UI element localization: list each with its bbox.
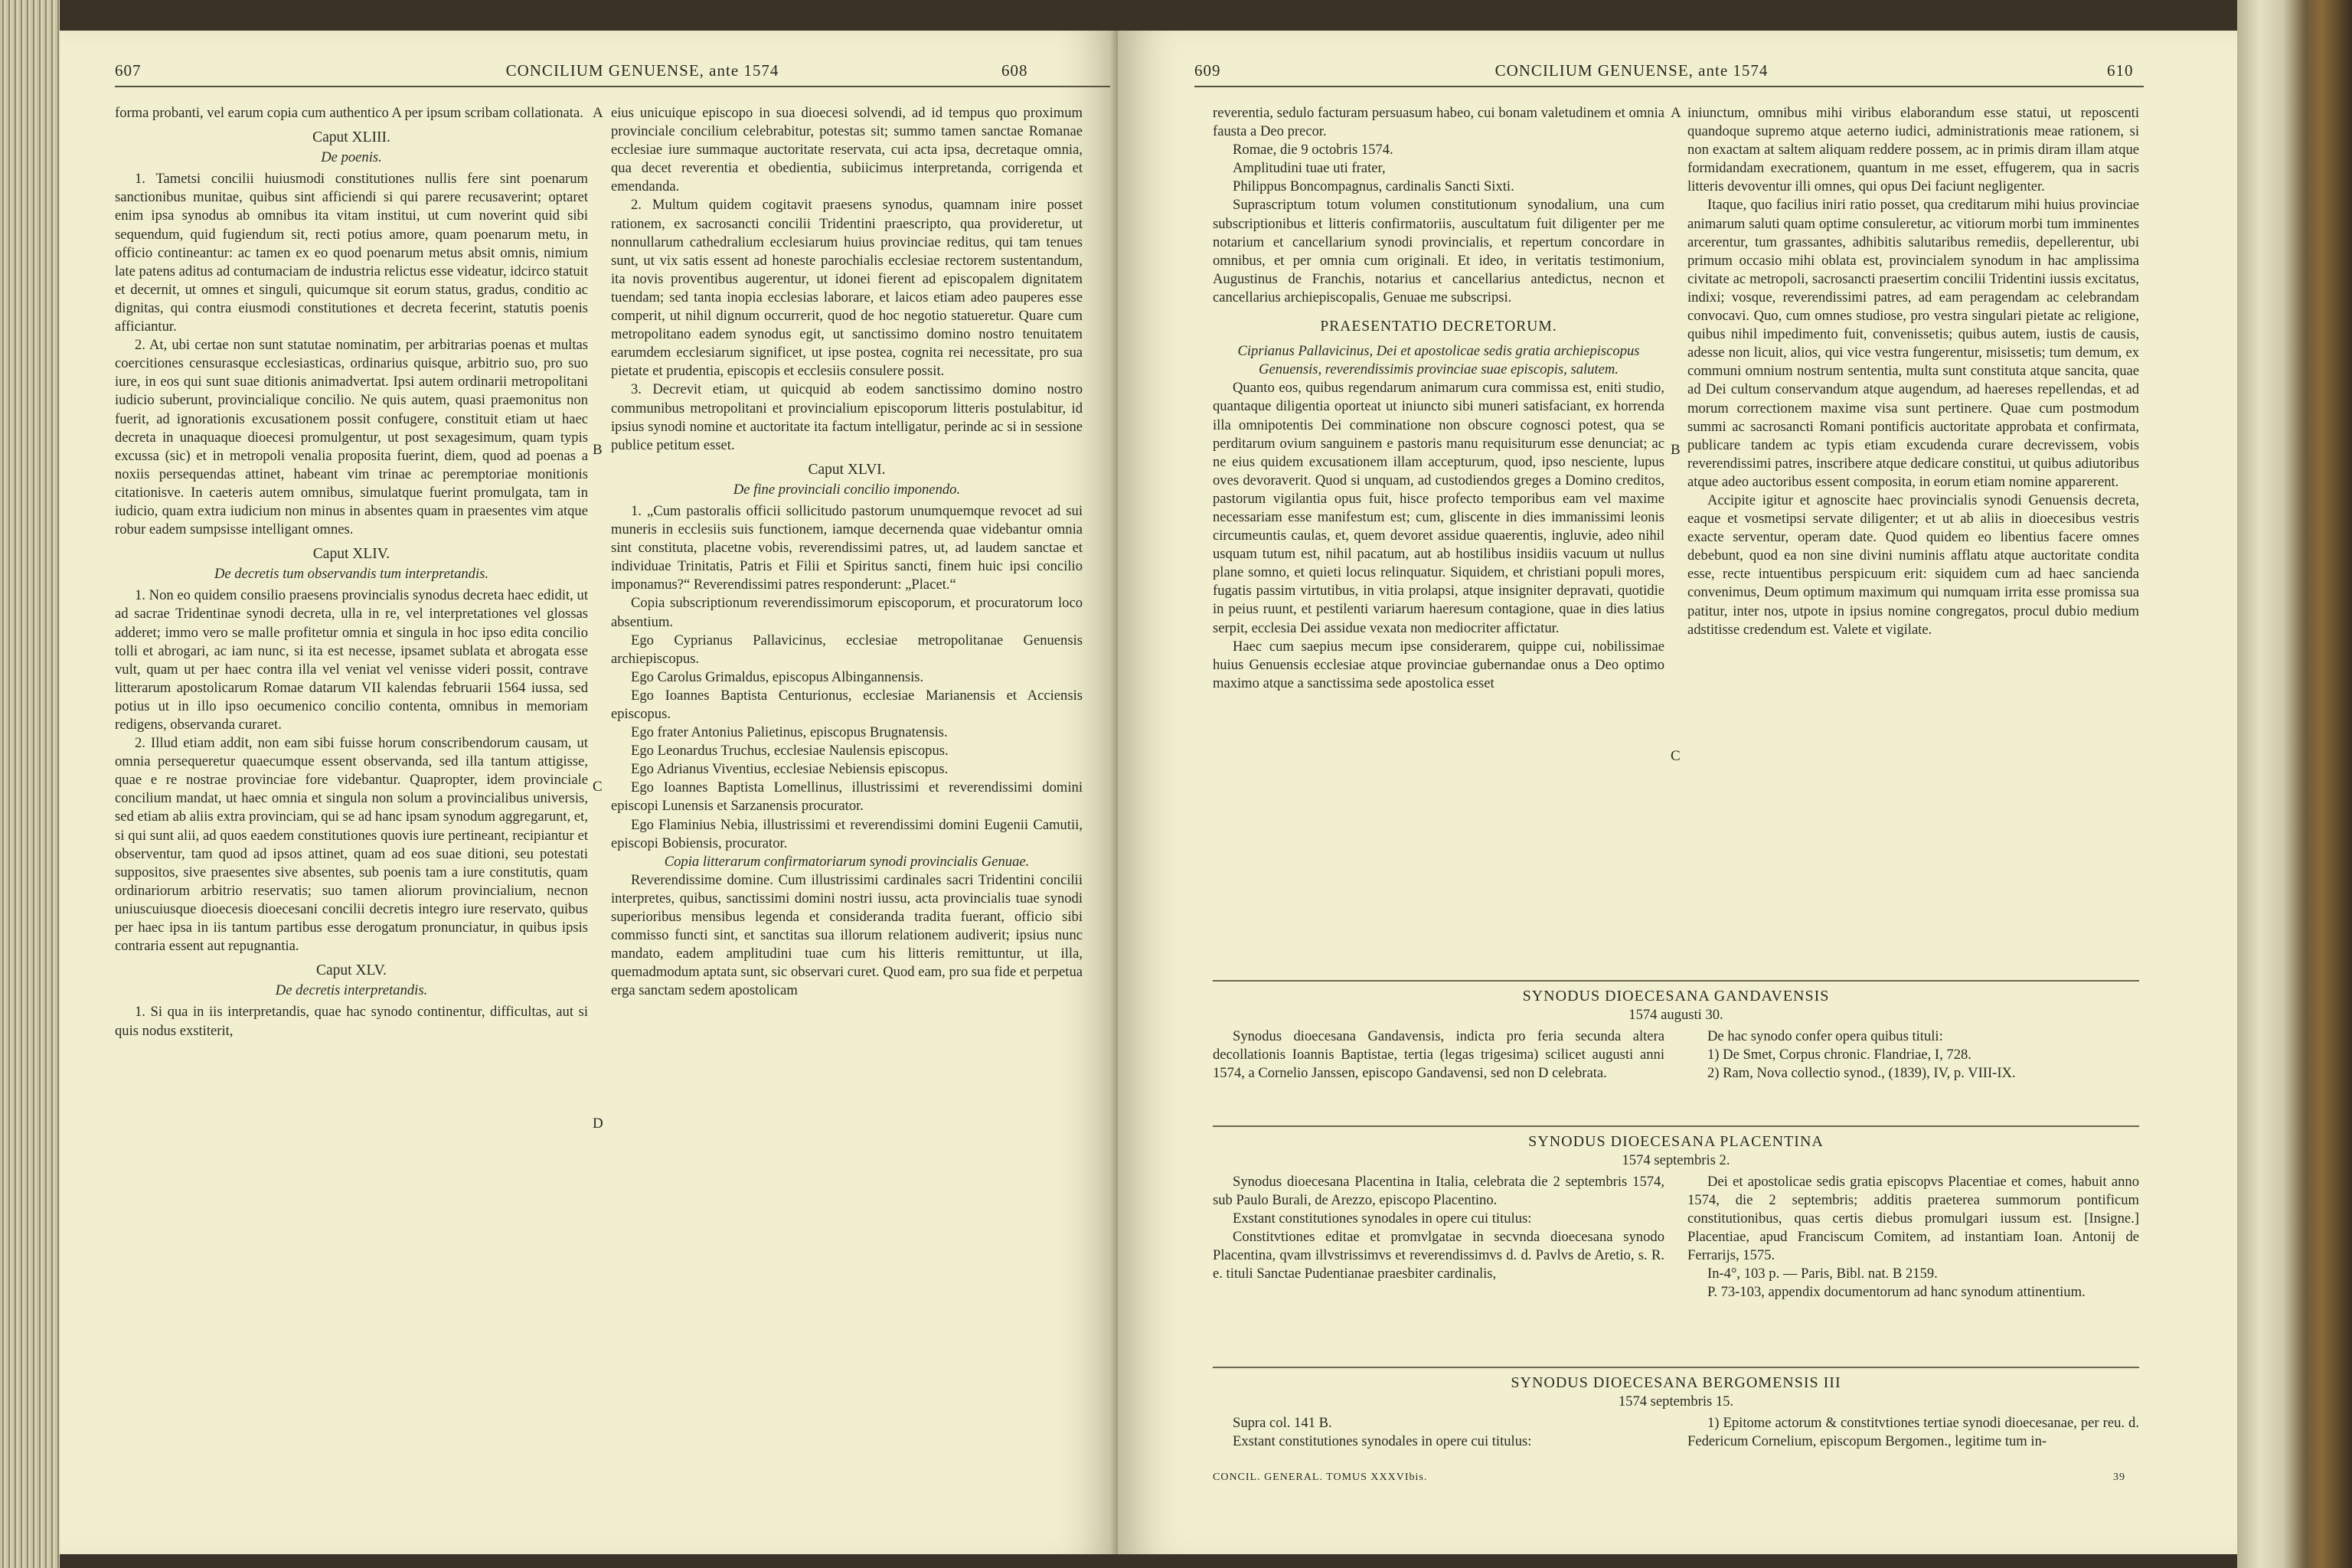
paragraph: eius unicuique episcopo in sua dioecesi solvendi, ad id tempus quo proximum provinciale concilium celebrabitur, potestas sit; summo tamen sanctae Romanae ecclesiae iure summaque auctoritate reservata, cui acta ipsa, decretaque omnia, qua decet reverentia et obedientia, subiicimus interpretanda, corrigenda et emendanda. — [611, 105, 1083, 195]
paragraph: Accipite igitur et agnoscite haec provincialis synodi Genuensis decreta, eaque et vosmetipsi servate diligenter; et ut ab aliis in dioecesibus vestris exacte serventur, operam date. Quod quidem eo libentius facere omnes debebunt, quod ea non sine divini numinis afflatu atque auctoritate condita esse, recte intuentibus perspicuum erit: siquidem cum ad haec sancienda convenimus, Deum optimum maximum qui numquam irrita esse promissa sua patitur, inter nos, utpote in ipsius nomine congregatos, procul dubio medium adstitisse credendum est. Valete et vigilate. — [1687, 492, 2139, 638]
section-rule — [1213, 1125, 2139, 1127]
synod-text — [1213, 1027, 1664, 1083]
synod-text — [1213, 1173, 1664, 1283]
running-head — [60, 61, 1118, 92]
synod-title: SYNODUS DIOECESANA GANDAVENSIS — [1522, 988, 1830, 1004]
paragraph: Copia subscriptionum reverendissimorum episcoporum, et procuratorum loco absentium. — [611, 595, 1083, 630]
synod-paragraph: P. 73-103, appendix documentorum ad hanc synodum attinentium. — [1707, 1284, 2086, 1300]
running-title: CONCILIUM GENUENSE, ante 1574 — [1494, 61, 1769, 80]
text-column — [1687, 104, 2139, 639]
synod-paragraph: Exstant constitutiones synodales in opere cui titulus: — [1233, 1210, 1532, 1227]
synod-paragraph: De hac synodo confer opera quibus tituli: — [1707, 1028, 1943, 1044]
synod-paragraph: Supra col. 141 B. — [1233, 1415, 1332, 1431]
running-title: CONCILIUM GENUENSE, ante 1574 — [505, 61, 779, 80]
margin-marker: A — [1671, 105, 1681, 121]
paragraph: 2. At, ubi certae non sunt statutae nominatim, per arbitrarias poenas et multas coercitiones censurasque ecclesiasticas, ordinarius quisque, arbitrio suo, pro suo iure, in eos qui sunt suae ditionis animadvertat. Ipsi autem ordinarii metropolitani iudicio suberunt, provincialique concilio. Ne quis autem, quasi praemonitus non fuerit, ad ignorationis excusationem possit confugere, constituit etiam ut haec decreta in unaquaque dioecesi promulgentur, ut post sexagesimum, quam typis excussa (sic) et in metropoli venalia proposita fuerint, diem, quod ad poenas a noxiis persequendas attinet, habeant vim trinae ac peremptoriae monitionis citationisve. In caeteris autem omnibus, simulatque fuerint promulgata, tam in iudicio, quam extra iudicium non minus in absentes quam in praesentes vim atque robur eadem sumpsisse intelligant omnes. — [115, 337, 588, 538]
section-rule — [1213, 1367, 2139, 1368]
book-edge-right — [2237, 0, 2352, 1568]
page-number: 607 — [115, 61, 142, 80]
synod-paragraph: Dei et apostolicae sedis gratia episcopvs Placentiae et comes, habuit anno 1574, die 2 septembris; additis praeterea summorum pontificum constitutionibus, quas certis diebus promulgari iussum est. [Insigne.] Placentiae, apud Franciscum Comitem, ad instantiam Ioan. Antonij de Ferrarijs, 1575. — [1687, 1174, 2139, 1263]
synod-title: SYNODUS DIOECESANA PLACENTINA — [1528, 1133, 1824, 1150]
section-heading: PRAESENTATIO DECRETORUM. — [1320, 318, 1557, 335]
paragraph: forma probanti, vel earum copia cum authentico A per ipsum scribam collationata. — [115, 105, 583, 121]
chapter-heading: Caput XLV. — [315, 962, 387, 979]
chapter-subtitle: De poenis. — [321, 149, 382, 166]
margin-marker: C — [593, 779, 603, 795]
chapter-subtitle: De decretis tum observandis tum interpretandis. — [214, 566, 489, 583]
margin-marker: B — [1671, 442, 1681, 458]
synod-paragraph: 1) De Smet, Corpus chronic. Flandriae, I, 728. — [1707, 1047, 1971, 1063]
paragraph: Suprascriptum totum volumen constitutionum synodalium, una cum subscriptionibus et litteris confirmatoriis, auscultatum fuit diligenter per me notarium et cancellarium synodi provincialis, et repertum concordare in omnibus, et per omnia cum originali. Et ideo, in veritatis testimonium, Augustinus de Franchis, notarius et cancellarius antedictus, necnon et cancellarius archiepiscopalis, Genuae me subscripsi. — [1213, 197, 1664, 305]
section-rule — [1213, 980, 2139, 982]
synod-date: 1574 septembris 15. — [1618, 1393, 1734, 1410]
signature-line: Ego Adrianus Viventius, ecclesiae Nebiensis episcopus. — [631, 761, 949, 778]
synod-paragraph: 1) Epitome actorum & constitvtiones tertiae synodi dioecesanae, per reu. d. Federicum Cornelium, episcopum Bergomen., legitime tum in- — [1687, 1415, 2139, 1449]
text-column — [1213, 104, 1664, 693]
paragraph: 3. Decrevit etiam, ut quicquid ab eodem sanctissimo domino nostro communibus metropolitani et provincialium episcoporum litteris postulabitur, id ipsius synodi nomine et auctoritate ita factum intelligatur, perinde ac si in sessione publice petitum esset. — [611, 381, 1083, 453]
signature-line: Ego frater Antonius Palietinus, episcopus Brugnatensis. — [631, 724, 948, 741]
footer-sheet-number: 39 — [2113, 1472, 2125, 1483]
signature-line: Ego Ioannes Baptista Lomellinus, illustrissimi et reverendissimi domini episcopi Lunensis et Sarzanensis procurator. — [611, 779, 1083, 815]
paragraph: Philippus Boncompagnus, cardinalis Sancti Sixti. — [1233, 178, 1514, 195]
chapter-heading: Caput XLIV. — [312, 546, 390, 563]
synod-text — [1213, 1414, 1664, 1451]
paragraph: 2. Illud etiam addit, non eam sibi fuisse horum conscribendorum causam, ut omnia persequeretur quaecumque essent observanda, sed illa tantum attigisse, quae e re nostrae provinciae fore videbantur. Quapropter, idem provinciale concilium mandat, ut haec omnia et singula non solum a provincialibus universis, sed etiam ab aliis extra provinciam, qui se ad hanc ipsam synodum aggregarunt, et, si qui sunt alii, ad quos eaedem constitutiones quovis iure pertineant, recipiantur et observentur, tam quod ad ipsos attinet, quam ad eos suae ditioni, seu potestati suppositos, sive praesentes sive absentes, sub poenis tam a iure constitutis, quam ordinariorum arbitrio reservatis; suo tamen aliorum provincialium, necnon uniuscuiusque dioecesis dioecesani concilii decretis integro iure reservato, quibus per haec ipsa in iis tantum partibus esse derogatum pronunciatur, in quibus ipsis contraria essent aut repugnantia. — [115, 735, 588, 955]
synod-paragraph: 2) Ram, Nova collectio synod., (1839), IV, p. VIII-IX. — [1707, 1065, 2016, 1081]
signature-line: Ego Carolus Grimaldus, episcopus Albingannensis. — [631, 668, 924, 685]
paragraph: reverentia, sedulo facturam persuasum habeo, cui bonam valetudinem et omnia fausta a Deo precor. — [1213, 105, 1664, 140]
header-rule — [115, 86, 1110, 87]
book-edge-left — [0, 0, 60, 1568]
italic-heading: Ciprianus Pallavicinus, Dei et apostolicae sedis gratia archiepiscopus Genuensis, reverendissimis provinciae suae episcopis, salutem. — [1237, 343, 1640, 378]
synod-paragraph: Constitvtiones editae et promvlgatae in secvnda dioecesana synodo Placentina, qvam illvstrissimvs et reverendissimvs d. d. Pavlvs de Aretio, s. R. e. tituli Sanctae Pudentianae praesbiter cardinalis, — [1213, 1229, 1664, 1282]
synod-text — [1687, 1173, 2139, 1302]
margin-marker: A — [593, 105, 603, 121]
left-page — [60, 31, 1118, 1554]
signature-line: Ego Ioannes Baptista Centurionus, ecclesiae Marianensis et Acciensis episcopus. — [611, 687, 1083, 722]
synod-paragraph: Exstant constitutiones synodales in opere cui titulus: — [1233, 1433, 1532, 1449]
chapter-subtitle: De decretis interpretandis. — [275, 982, 428, 999]
page-number: 608 — [1001, 61, 1028, 80]
right-page — [1118, 31, 2237, 1554]
page-number: 609 — [1194, 61, 1221, 80]
paragraph: 1. Si qua in iis interpretandis, quae hac synodo continentur, difficultas, aut si quis nodus exstiterit, — [115, 1004, 588, 1039]
synod-text — [1687, 1414, 2139, 1451]
page-number: 610 — [2107, 61, 2134, 80]
text-column — [611, 104, 1083, 1001]
chapter-subtitle: De fine provinciali concilio imponendo. — [733, 481, 961, 498]
paragraph: Itaque, quo facilius iniri ratio posset, qua creditarum mihi huius provinciae animarum saluti quam optime consuleretur, ac vitiorum morbi tum imminentes arcerentur, tum grassantes, adhibitis salutaribus remediis, depellerentur, ubi primum occasio mihi oblata est, provincialem synodum in hac amplissima civitate ac metropoli, sacrosancti praesertim concilii Tridentini iussis excitatus, indixi; vosque, reverendissimi patres, ad eam peragendam ac celebrandam convocavi. Quo, cum omnes studiose, pro vestra singulari pietate ac religione, quibus nihil impedimento fuit, convenissetis; quibus autem, iustis de causis, adesse non licuit, alios, qui vice vestra fungerentur, misissetis; tum demum, ex communi omnium nostrum sententia, multa sunt constituta atque sancita, quae ad Dei cultum conservandum atque augendum, ad haereses repellendas, et ad morum correctionem maxime visa sunt pertinere. Quae cum postmodum summi ac sacrosancti Romani pontificis auctoritate approbata et confirmata, publicare tandem ac typis etiam excudenda curare decrevissem, vobis reverendissimi patres, inscribere atque dedicare constitui, ut quibus adiutoribus atque adeo auctoribus essent composita, in eorum etiam nomine apparerent. — [1687, 197, 2139, 490]
paragraph: 1. Non eo quidem consilio praesens provincialis synodus decreta haec edidit, ut ad sacrae Tridentinae synodi decreta, ulla in re, vel interpretationes vel glossas adderet; immo vero se malle profitetur omnia et singula in hoc ipso edita concilio tolli et abrogari, ac iam nunc, si ita est necesse, ipsamet sublata et abrogata esse vult, quam ut per haec contra illa vel veniat vel venisse videri possit, contrave litterarum apostolicarum Romae datarum VII kalendas februarii 1564 iussa, sed potius ut in illo ipso oecumenico concilio contenta, omnibus in memoriam redigens, observanda curaret. — [115, 587, 588, 733]
footer-signature: CONCIL. GENERAL. TOMUS XXXVIbis. — [1213, 1472, 1428, 1483]
italic-heading: Copia litterarum confirmatoriarum synodi provincialis Genuae. — [664, 853, 1030, 870]
chapter-heading: Caput XLIII. — [312, 129, 390, 146]
running-head — [1118, 61, 2237, 92]
margin-marker: C — [1671, 748, 1681, 764]
signature-line: Ego Flaminius Nebia, illustrissimi et reverendissimi domini Eugenii Camutii, episcopi Bobiensis, procurator. — [611, 816, 1083, 851]
paragraph: Quanto eos, quibus regendarum animarum cura commissa est, eniti studio, quantaque diligentia oporteat ut iniuncto sibi muneri satisfaciant, ex horrenda illa omnipotentis Dei comminatione non obscure cognosci potest, qua se perditarum ovium sanguinem e pastoris manu requisiturum esse denunciat; ac ne eius quidem excusationem illam accepturum, quod, ipso nesciente, lupus oves devoraverit. Quod si unquam, ad custodiendos greges a Domino creditos, pastorum vigilantia opus fuit, hisce profecto temporibus eam vel maxime necessariam esse manifestum est; cum, gliscente in dies immanissimi leonis circumeuntis caulas, et, quem devoret assidue quaerentis, ingluvie, adeo nihil usquam tutum est, nihil pacatum, aut ab hostilibus insidiis vacuum ut nullus plane somno, et quieti locus relinquatur. Siquidem, et christiani populi mores, fugatis passim virtutibus, in vitia prolapsi, atque insigniter depravati, quotidie in peius ruunt, et pestilenti variarum haeresum contagione, quae in dies latius serpit, ecclesia Dei assidue vexata non mediocriter affictatur. — [1213, 380, 1664, 636]
header-rule — [1194, 86, 2144, 87]
paragraph: iniunctum, omnibus mihi viribus elaborandum esse statui, ut reposcenti quandoque supremo atque aeterno iudici, administrationis meae rationem, si non exactam at saltem aliquam reddere possem, ac in primis diram illam atque formidandam execrationem, quantum in me esset, effugerem, qua in sacris litteris devoventur illi omnes, qui opus Dei faciunt negligenter. — [1687, 105, 2139, 195]
synod-text — [1687, 1027, 2139, 1083]
paragraph: Haec cum saepius mecum ipse considerarem, quippe cui, nobilissimae huius Genuensis ecclesiae atque provinciae gubernandae onus a Deo optimo maximo atque a sanctissima sede apostolica esset — [1213, 638, 1664, 691]
signature-line: Ego Cyprianus Pallavicinus, ecclesiae metropolitanae Genuensis archiepiscopus. — [611, 632, 1083, 667]
paragraph: Amplitudini tuae uti frater, — [1233, 160, 1386, 177]
synod-date: 1574 augusti 30. — [1628, 1007, 1723, 1023]
paragraph: 1. Tametsi concilii huiusmodi constitutiones nullis fere sint poenarum sanctionibus munitae, quibus sint afficiendi si qui parere recusaverint; optaret enim ipsa synodus ab omnibus ita vitam institui, ut cum noverint quid sibi sequendum, quid fugiendum sit, recti potius amore, quam poenarum metu, in officio contineantur: ac tamen ex eo quod poenarum metus absit omnis, nimium late patens aditus ad contumaciam de industria relictus esse videatur, idcirco statuit et decernit, ut omnes et singuli, quicumque sit eorum status, gradus, conditio ac dignitas, qui contra eiusmodi constitutiones et decreta fecerint, statutis poenis afficiantur. — [115, 171, 588, 335]
synod-date: 1574 septembris 2. — [1622, 1152, 1730, 1168]
signature-line: Ego Leonardus Truchus, ecclesiae Naulensis episcopus. — [631, 743, 949, 760]
synod-paragraph: Synodus dioecesana Placentina in Italia, celebrata die 2 septembris 1574, sub Paulo Burali, de Arezzo, episcopo Placentino. — [1213, 1174, 1664, 1208]
synod-paragraph: Synodus dioecesana Gandavensis, indicta pro feria secunda altera decollationis Ioannis Baptistae, tertia (legas trigesima) scilicet augusti anni 1574, a Cornelio Janssen, episcopo Gandavensi, sed non D celebrata. — [1213, 1028, 1664, 1081]
margin-marker: B — [593, 442, 603, 458]
paragraph: Romae, die 9 octobris 1574. — [1233, 142, 1393, 158]
paragraph: Reverendissime domine. Cum illustrissimi cardinales sacri Tridentini concilii interpretes, quibus, sanctissimi domini nostri iussu, acta provincialis tuae synodi superioribus mensibus legenda et consideranda tradita fuerant, officio sibi commisso functi sint, et sanctitas sua illorum relationem audiverit; ipsius nunc mandato, eadem amplitudini tuae cum his litteris remittuntur, ut illa, quemadmodum aptata sunt, sic observari curet. Quod eam, pro sua fide et perpetua erga sanctam sedem apostolicam — [611, 871, 1083, 999]
margin-marker: D — [593, 1116, 603, 1132]
chapter-heading: Caput XLVI. — [808, 461, 886, 478]
synod-title: SYNODUS DIOECESANA BERGOMENSIS III — [1511, 1374, 1841, 1391]
paragraph: 1. „Cum pastoralis officii sollicitudo pastorum unumquemque revocet ad sui muneris in ecclesiis suis functionem, iamque decernenda quae videbantur omnia sint constituta, placetne vobis, reverendissimi patres, ut, ad laudem sanctae et individuae Trinitatis, Patris et Filii et Spiritus sancti, finem huic ipsi concilio imponamus?“ Reverendissimi patres responderunt: „Placet.“ — [611, 502, 1083, 593]
paragraph: 2. Multum quidem cogitavit praesens synodus, quamnam inire posset rationem, ex sacrosancti concilii Tridentini praescripto, qua provideretur, ut nonnullarum cathedralium ecclesiarum huius provinciae reditus, qui tam tenues sunt, ut vix satis essent ad honeste parochialis ecclesiae rectorem sustentandum, ita novis proventibus augerentur, ut idonei fierent ad episcopalem dignitatem tuendam; sed tanta inopia ecclesias laborare, et laicos etiam adeo pauperes esse comperit, ut nihil dignum occurrerit, quod de hoc negotio statueretur. Quare cum metropolitano eadem synodus egit, ut sanctissimo domino nostro tenuitatem earumdem ecclesiarum significet, ut ipse postea, cognita rei necessitate, pro sua pietate et prudentia, episcopis et ecclesiis consulere possit. — [611, 197, 1083, 380]
text-column — [115, 104, 588, 1040]
synod-paragraph: In-4°, 103 p. — Paris, Bibl. nat. B 2159. — [1707, 1266, 1938, 1282]
